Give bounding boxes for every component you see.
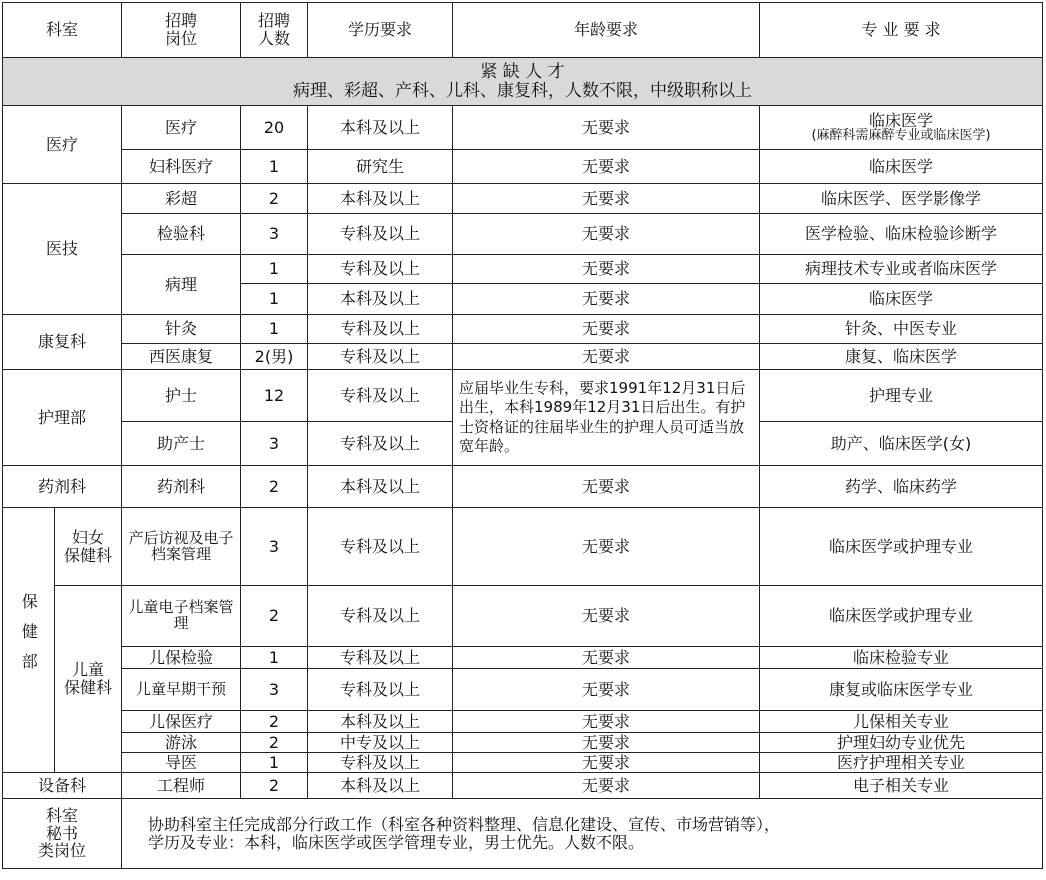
education-cell: 本科及以上 — [308, 184, 453, 214]
major-cell: 康复、临床医学 — [760, 344, 1043, 370]
age-cell: 无要求 — [453, 586, 760, 647]
major-cell: 针灸、中医专业 — [760, 315, 1043, 344]
education-cell: 专科及以上 — [308, 370, 453, 422]
age-cell: 无要求 — [453, 255, 760, 284]
table-row — [3, 106, 1043, 150]
header-age: 年龄要求 — [453, 3, 760, 58]
position-cell: 儿童早期干预 — [122, 669, 241, 711]
age-cell: 无要求 — [453, 753, 760, 773]
education-cell: 本科及以上 — [308, 711, 453, 733]
count-cell: 3 — [241, 422, 308, 466]
education-cell: 本科及以上 — [308, 773, 453, 799]
education-cell: 本科及以上 — [308, 466, 453, 508]
secretary-line-1: 协助科室主任完成部分行政工作（科室各种资料整理、信息化建设、宣传、市场营销等）， — [148, 814, 781, 834]
major-cell: 病理技术专业或者临床医学 — [760, 255, 1043, 284]
education-cell: 专科及以上 — [308, 669, 453, 711]
position-cell: 导医 — [122, 753, 241, 773]
age-cell: 无要求 — [453, 214, 760, 255]
position-cell: 药剂科 — [122, 466, 241, 508]
count-cell: 1 — [241, 647, 308, 669]
header-major: 专 业 要 求 — [760, 3, 1043, 58]
table-row — [3, 799, 1043, 869]
education-cell: 专科及以上 — [308, 422, 453, 466]
position-cell: 检验科 — [122, 214, 241, 255]
table-row — [3, 647, 1043, 669]
age-cell: 无要求 — [453, 106, 760, 150]
age-cell: 无要求 — [453, 508, 760, 586]
position-cell: 针灸 — [122, 315, 241, 344]
education-cell: 专科及以上 — [308, 214, 453, 255]
position-cell: 游泳 — [122, 733, 241, 753]
dept-cell: 护理部 — [3, 370, 122, 466]
count-cell: 2 — [241, 466, 308, 508]
count-cell: 2 — [241, 184, 308, 214]
education-cell: 中专及以上 — [308, 733, 453, 753]
dept-cell: 科室 秘书 类岗位 — [3, 799, 122, 869]
major-cell: 医疗护理相关专业 — [760, 753, 1043, 773]
education-cell: 专科及以上 — [308, 315, 453, 344]
education-cell: 专科及以上 — [308, 586, 453, 647]
table-row — [3, 586, 1043, 647]
count-cell: 1 — [241, 150, 308, 184]
count-cell: 2 — [241, 711, 308, 733]
table-row — [3, 370, 1043, 422]
count-cell: 12 — [241, 370, 308, 422]
count-cell: 2 — [241, 773, 308, 799]
position-cell: 助产士 — [122, 422, 241, 466]
count-cell: 1 — [241, 255, 308, 284]
dept-cell: 设备科 — [3, 773, 122, 799]
table-row — [3, 508, 1043, 586]
secretary-description — [122, 799, 1043, 869]
position-cell: 产后访视及电子档案管理 — [122, 508, 241, 586]
age-cell: 无要求 — [453, 466, 760, 508]
age-cell-nursing: 应届毕业生专科，要求1991年12月31日后出生，本科1989年12月31日后出生。有护士资格证的往届毕业生的护理人员可适当放宽年龄。 — [453, 370, 760, 466]
education-cell: 本科及以上 — [308, 284, 453, 315]
sub-dept-cell: 儿童 保健科 — [55, 586, 122, 773]
age-cell: 无要求 — [453, 647, 760, 669]
education-cell: 专科及以上 — [308, 753, 453, 773]
dept-cell: 康复科 — [3, 315, 122, 370]
major-cell — [760, 106, 1043, 150]
age-cell: 无要求 — [453, 344, 760, 370]
header-count: 招聘 人数 — [241, 3, 308, 58]
position-cell: 护士 — [122, 370, 241, 422]
table-row — [3, 711, 1043, 733]
count-cell: 3 — [241, 214, 308, 255]
table-row — [3, 344, 1043, 370]
table-row — [3, 255, 1043, 284]
dept-vertical-text: 保健部 — [19, 593, 39, 684]
secretary-line-2: 学历及专业：本科，临床医学或医学管理专业，男士优先。人数不限。 — [148, 832, 645, 852]
table-row — [3, 773, 1043, 799]
count-cell: 2(男) — [241, 344, 308, 370]
table-row — [3, 753, 1043, 773]
table-row — [3, 669, 1043, 711]
education-cell: 研究生 — [308, 150, 453, 184]
position-cell: 儿保检验 — [122, 647, 241, 669]
major-cell: 助产、临床医学(女) — [760, 422, 1043, 466]
major-cell: 护理专业 — [760, 370, 1043, 422]
age-cell: 无要求 — [453, 284, 760, 315]
position-cell: 儿童电子档案管理 — [122, 586, 241, 647]
banner-text: 病理、彩超、产科、儿科、康复科，人数不限，中级职称以上 — [293, 80, 752, 101]
count-cell: 1 — [241, 284, 308, 315]
position-cell: 工程师 — [122, 773, 241, 799]
age-cell: 无要求 — [453, 773, 760, 799]
header-education: 学历要求 — [308, 3, 453, 58]
position-cell: 儿保医疗 — [122, 711, 241, 733]
major-note: (麻醉科需麻醉专业或临床医学) — [811, 128, 991, 144]
education-cell: 专科及以上 — [308, 647, 453, 669]
education-cell: 本科及以上 — [308, 106, 453, 150]
major-cell: 临床医学 — [760, 284, 1043, 315]
major-text: 临床医学 — [869, 110, 934, 130]
education-cell: 专科及以上 — [308, 508, 453, 586]
position-cell: 妇科医疗 — [122, 150, 241, 184]
dept-cell: 医疗 — [3, 106, 122, 184]
position-cell: 医疗 — [122, 106, 241, 150]
table-row — [3, 184, 1043, 214]
position-cell: 彩超 — [122, 184, 241, 214]
recruitment-table — [2, 2, 1043, 869]
major-cell: 护理妇幼专业优先 — [760, 733, 1043, 753]
table-row — [3, 315, 1043, 344]
age-cell: 无要求 — [453, 315, 760, 344]
table-row — [3, 733, 1043, 753]
major-cell: 临床医学、医学影像学 — [760, 184, 1043, 214]
table-row — [3, 466, 1043, 508]
major-cell: 儿保相关专业 — [760, 711, 1043, 733]
major-cell: 药学、临床药学 — [760, 466, 1043, 508]
position-cell: 西医康复 — [122, 344, 241, 370]
count-cell: 1 — [241, 315, 308, 344]
major-cell: 临床医学或护理专业 — [760, 586, 1043, 647]
major-cell: 康复或临床医学专业 — [760, 669, 1043, 711]
major-cell: 电子相关专业 — [760, 773, 1043, 799]
header-position: 招聘 岗位 — [122, 3, 241, 58]
age-cell: 无要求 — [453, 184, 760, 214]
table-row — [3, 150, 1043, 184]
sub-dept-cell: 妇女 保健科 — [55, 508, 122, 586]
header-row — [3, 3, 1043, 58]
major-cell: 临床医学或护理专业 — [760, 508, 1043, 586]
count-cell: 2 — [241, 586, 308, 647]
count-cell: 1 — [241, 753, 308, 773]
count-cell: 3 — [241, 669, 308, 711]
education-cell: 专科及以上 — [308, 344, 453, 370]
age-cell: 无要求 — [453, 669, 760, 711]
header-dept: 科室 — [3, 3, 122, 58]
table-row — [3, 214, 1043, 255]
major-cell: 医学检验、临床检验诊断学 — [760, 214, 1043, 255]
count-cell: 20 — [241, 106, 308, 150]
count-cell: 2 — [241, 733, 308, 753]
dept-cell: 医技 — [3, 184, 122, 315]
age-cell: 无要求 — [453, 711, 760, 733]
education-cell: 专科及以上 — [308, 255, 453, 284]
position-cell: 病理 — [122, 255, 241, 315]
dept-cell: 药剂科 — [3, 466, 122, 508]
dept-cell-vertical — [3, 508, 55, 773]
shortage-banner-row — [3, 58, 1043, 106]
shortage-banner — [3, 58, 1043, 106]
count-cell: 3 — [241, 508, 308, 586]
age-cell: 无要求 — [453, 150, 760, 184]
age-cell: 无要求 — [453, 733, 760, 753]
banner-title: 紧 缺 人 才 — [480, 61, 565, 82]
major-cell: 临床医学 — [760, 150, 1043, 184]
major-cell: 临床检验专业 — [760, 647, 1043, 669]
